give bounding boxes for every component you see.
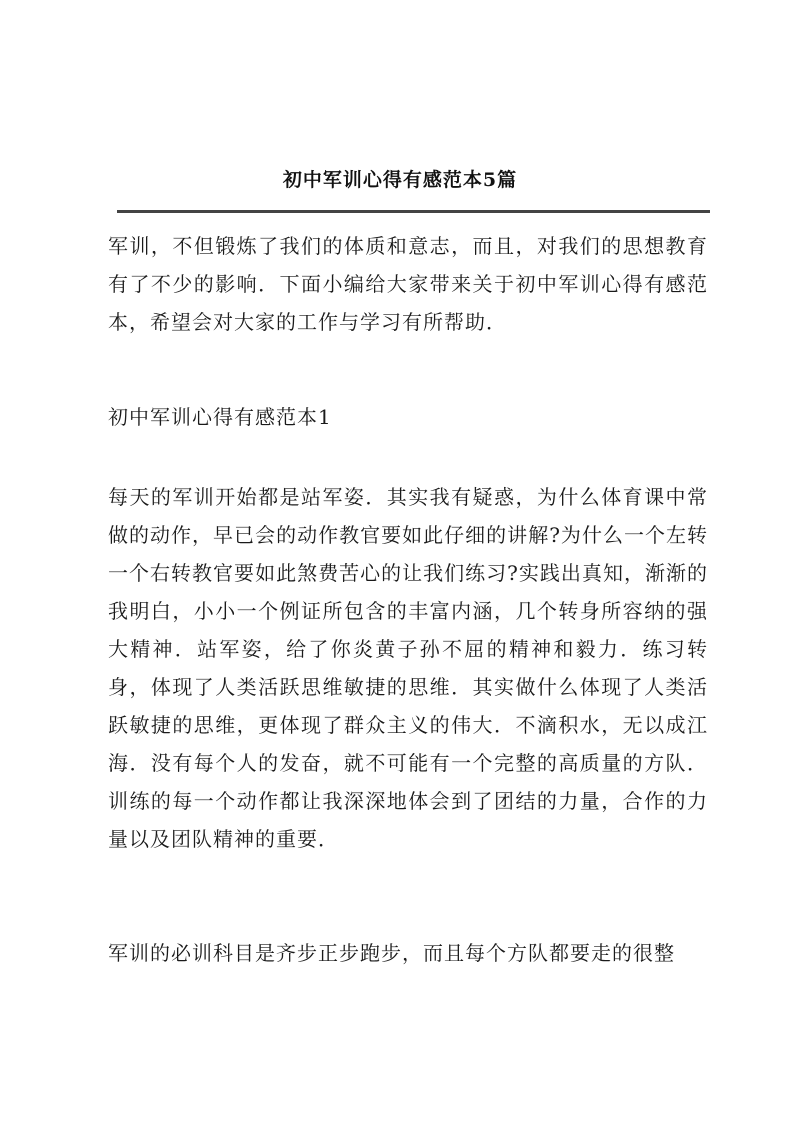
section-heading: 初中军训心得有感范本1 <box>108 405 332 429</box>
title-divider <box>117 210 710 213</box>
page-title: 初中军训心得有感范本5篇 <box>282 169 518 191</box>
body-paragraph: 每天的军训开始都是站军姿．其实我有疑惑，为什么体育课中常做的动作，早已会的动作教官要如此仔细的讲解?为什么一个左转一个右转教官要如此煞费苦心的让我们练习?实践出真知，渐渐的我明白，小小一个例证所包含的丰富内涵，几个转身所容纳的强大精神．站军姿，给了你炎黄子孙不屈的精神和毅力．练习转身，体现了人类活跃思维敏捷的思维．其实做什么体现了人类活跃敏捷的思维，更体现了群众主义的伟大．不滴积水，无以成江海．没有每个人的发奋，就不可能有一个完整的高质量的方队．训练的每一个动作都让我深深地体会到了团结的力量，合作的力量以及团队精神的重要． <box>108 485 708 851</box>
intro-paragraph: 军训，不但锻炼了我们的体质和意志，而且，对我们的思想教育有了不少的影响．下面小编给大家带来关于初中军训心得有感范本，希望会对大家的工作与学习有所帮助． <box>108 234 708 334</box>
body-paragraph: 军训的必训科目是齐步正步跑步，而且每个方队都要走的很整 <box>108 941 675 965</box>
